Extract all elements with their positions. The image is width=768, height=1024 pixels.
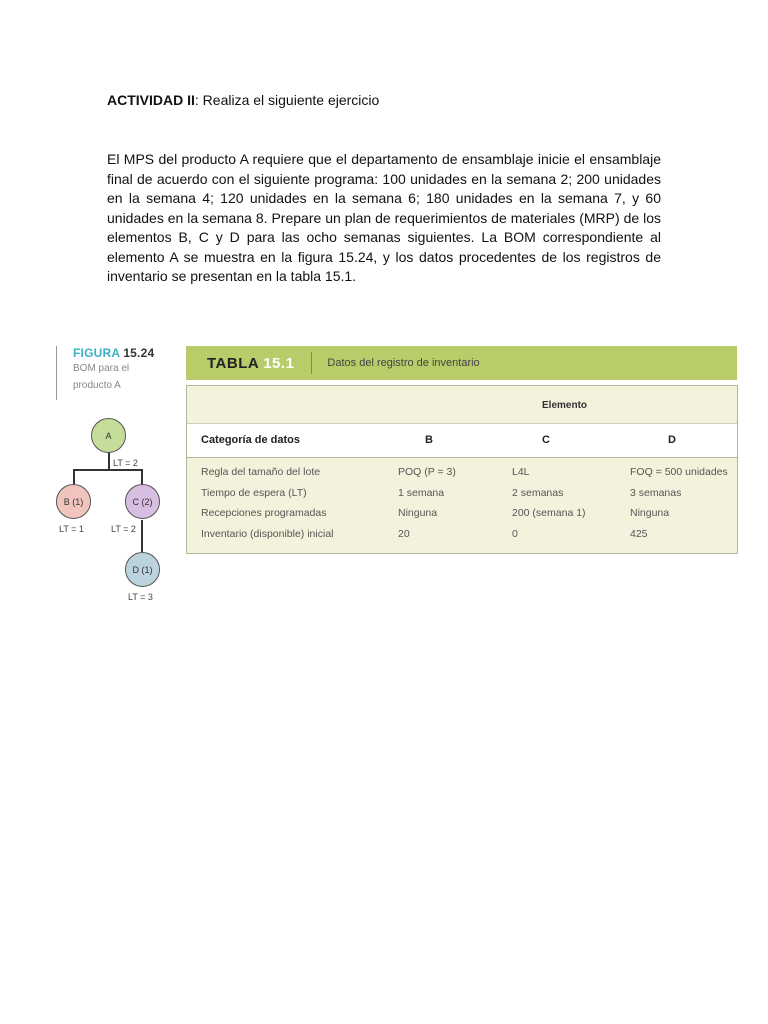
table-cell: Ninguna [398, 507, 438, 519]
lead-time-d: LT = 3 [128, 592, 153, 602]
lead-time-b: LT = 1 [59, 524, 84, 534]
table-cell: 0 [512, 527, 518, 540]
figure-caption [56, 346, 154, 400]
column-header-category: Categoría de datos [201, 434, 301, 446]
table-label [207, 355, 294, 372]
node-a: A [91, 418, 126, 453]
activity-heading-rest: : Realiza el siguiente ejercicio [194, 92, 380, 108]
table-row [187, 504, 737, 525]
connector-d [141, 520, 143, 552]
table-title: Datos del registro de inventario [327, 357, 480, 369]
table-cell: 2 semanas [512, 486, 564, 499]
group-header-row [187, 386, 737, 424]
column-header-b: B [425, 434, 433, 446]
table-row [187, 525, 737, 546]
lead-time-c: LT = 2 [111, 524, 136, 534]
connector-b [73, 469, 75, 485]
table-title-bar [186, 346, 737, 380]
table-cell: 20 [398, 527, 410, 540]
table-cell: 200 (semana 1) [512, 507, 586, 519]
table-cell: Inventario (disponible) inicial [201, 527, 334, 540]
table-cell: POQ (P = 3) [398, 466, 456, 478]
problem-paragraph: El MPS del producto A requiere que el departamento de ensamblaje inicie el ensamblaje final de acuerdo con el siguiente programa: 100 unidades en la semana 2; 200 unidades en la semana 4; 120 unidades en la semana 6; 180 unidades en la semana 7, y 60 unidades en la semana 8. Prepare un plan de requerimientos de materiales (MRP) de los elementos B, C y D para las ocho semanas siguientes. La BOM correspondiente al elemento A se muestra en la figura 15.24, y los datos procedentes de los registros de inventario se presentan en la tabla 15.1. [107, 151, 661, 284]
lead-time-a: LT = 2 [113, 458, 138, 468]
node-d: D (1) [125, 552, 160, 587]
figure-title [73, 346, 154, 360]
column-header-c: C [542, 434, 550, 446]
column-header-row [187, 424, 737, 458]
table-cell: L4L [512, 466, 530, 478]
group-header: Elemento [542, 400, 588, 411]
table-row [187, 463, 737, 484]
figure-number: 15.24 [123, 346, 155, 360]
activity-heading-bold: ACTIVIDAD II [107, 92, 195, 108]
table-row [187, 484, 737, 505]
table-cell: Tiempo de espera (LT) [201, 486, 307, 499]
table-cell: FOQ = 500 unidades [630, 466, 728, 478]
node-b: B (1) [56, 484, 91, 519]
figure-subtitle-line1: BOM para el [73, 363, 130, 374]
title-separator [311, 352, 312, 374]
figure-label: FIGURA [73, 346, 120, 360]
table-label-word: TABLA [207, 354, 260, 372]
activity-heading [107, 92, 379, 108]
table-cell: Recepciones programadas [201, 507, 327, 519]
connector-c [141, 469, 143, 485]
connector-horizontal [73, 469, 142, 471]
figure-subtitle [73, 360, 143, 394]
table-cell: Ninguna [630, 507, 670, 519]
bom-diagram [50, 418, 180, 613]
table-cell: 3 semanas [630, 486, 682, 499]
connector-a-down [108, 452, 110, 469]
inventory-table [186, 385, 738, 554]
table-cell: 1 semana [398, 486, 445, 499]
table-body [187, 458, 737, 553]
figure-subtitle-line2: producto A [73, 380, 121, 391]
node-c: C (2) [125, 484, 160, 519]
table-cell: Regla del tamaño del lote [201, 466, 321, 478]
table-cell: 425 [630, 527, 648, 540]
column-header-d: D [668, 434, 676, 446]
table-number: 15.1 [263, 354, 295, 372]
